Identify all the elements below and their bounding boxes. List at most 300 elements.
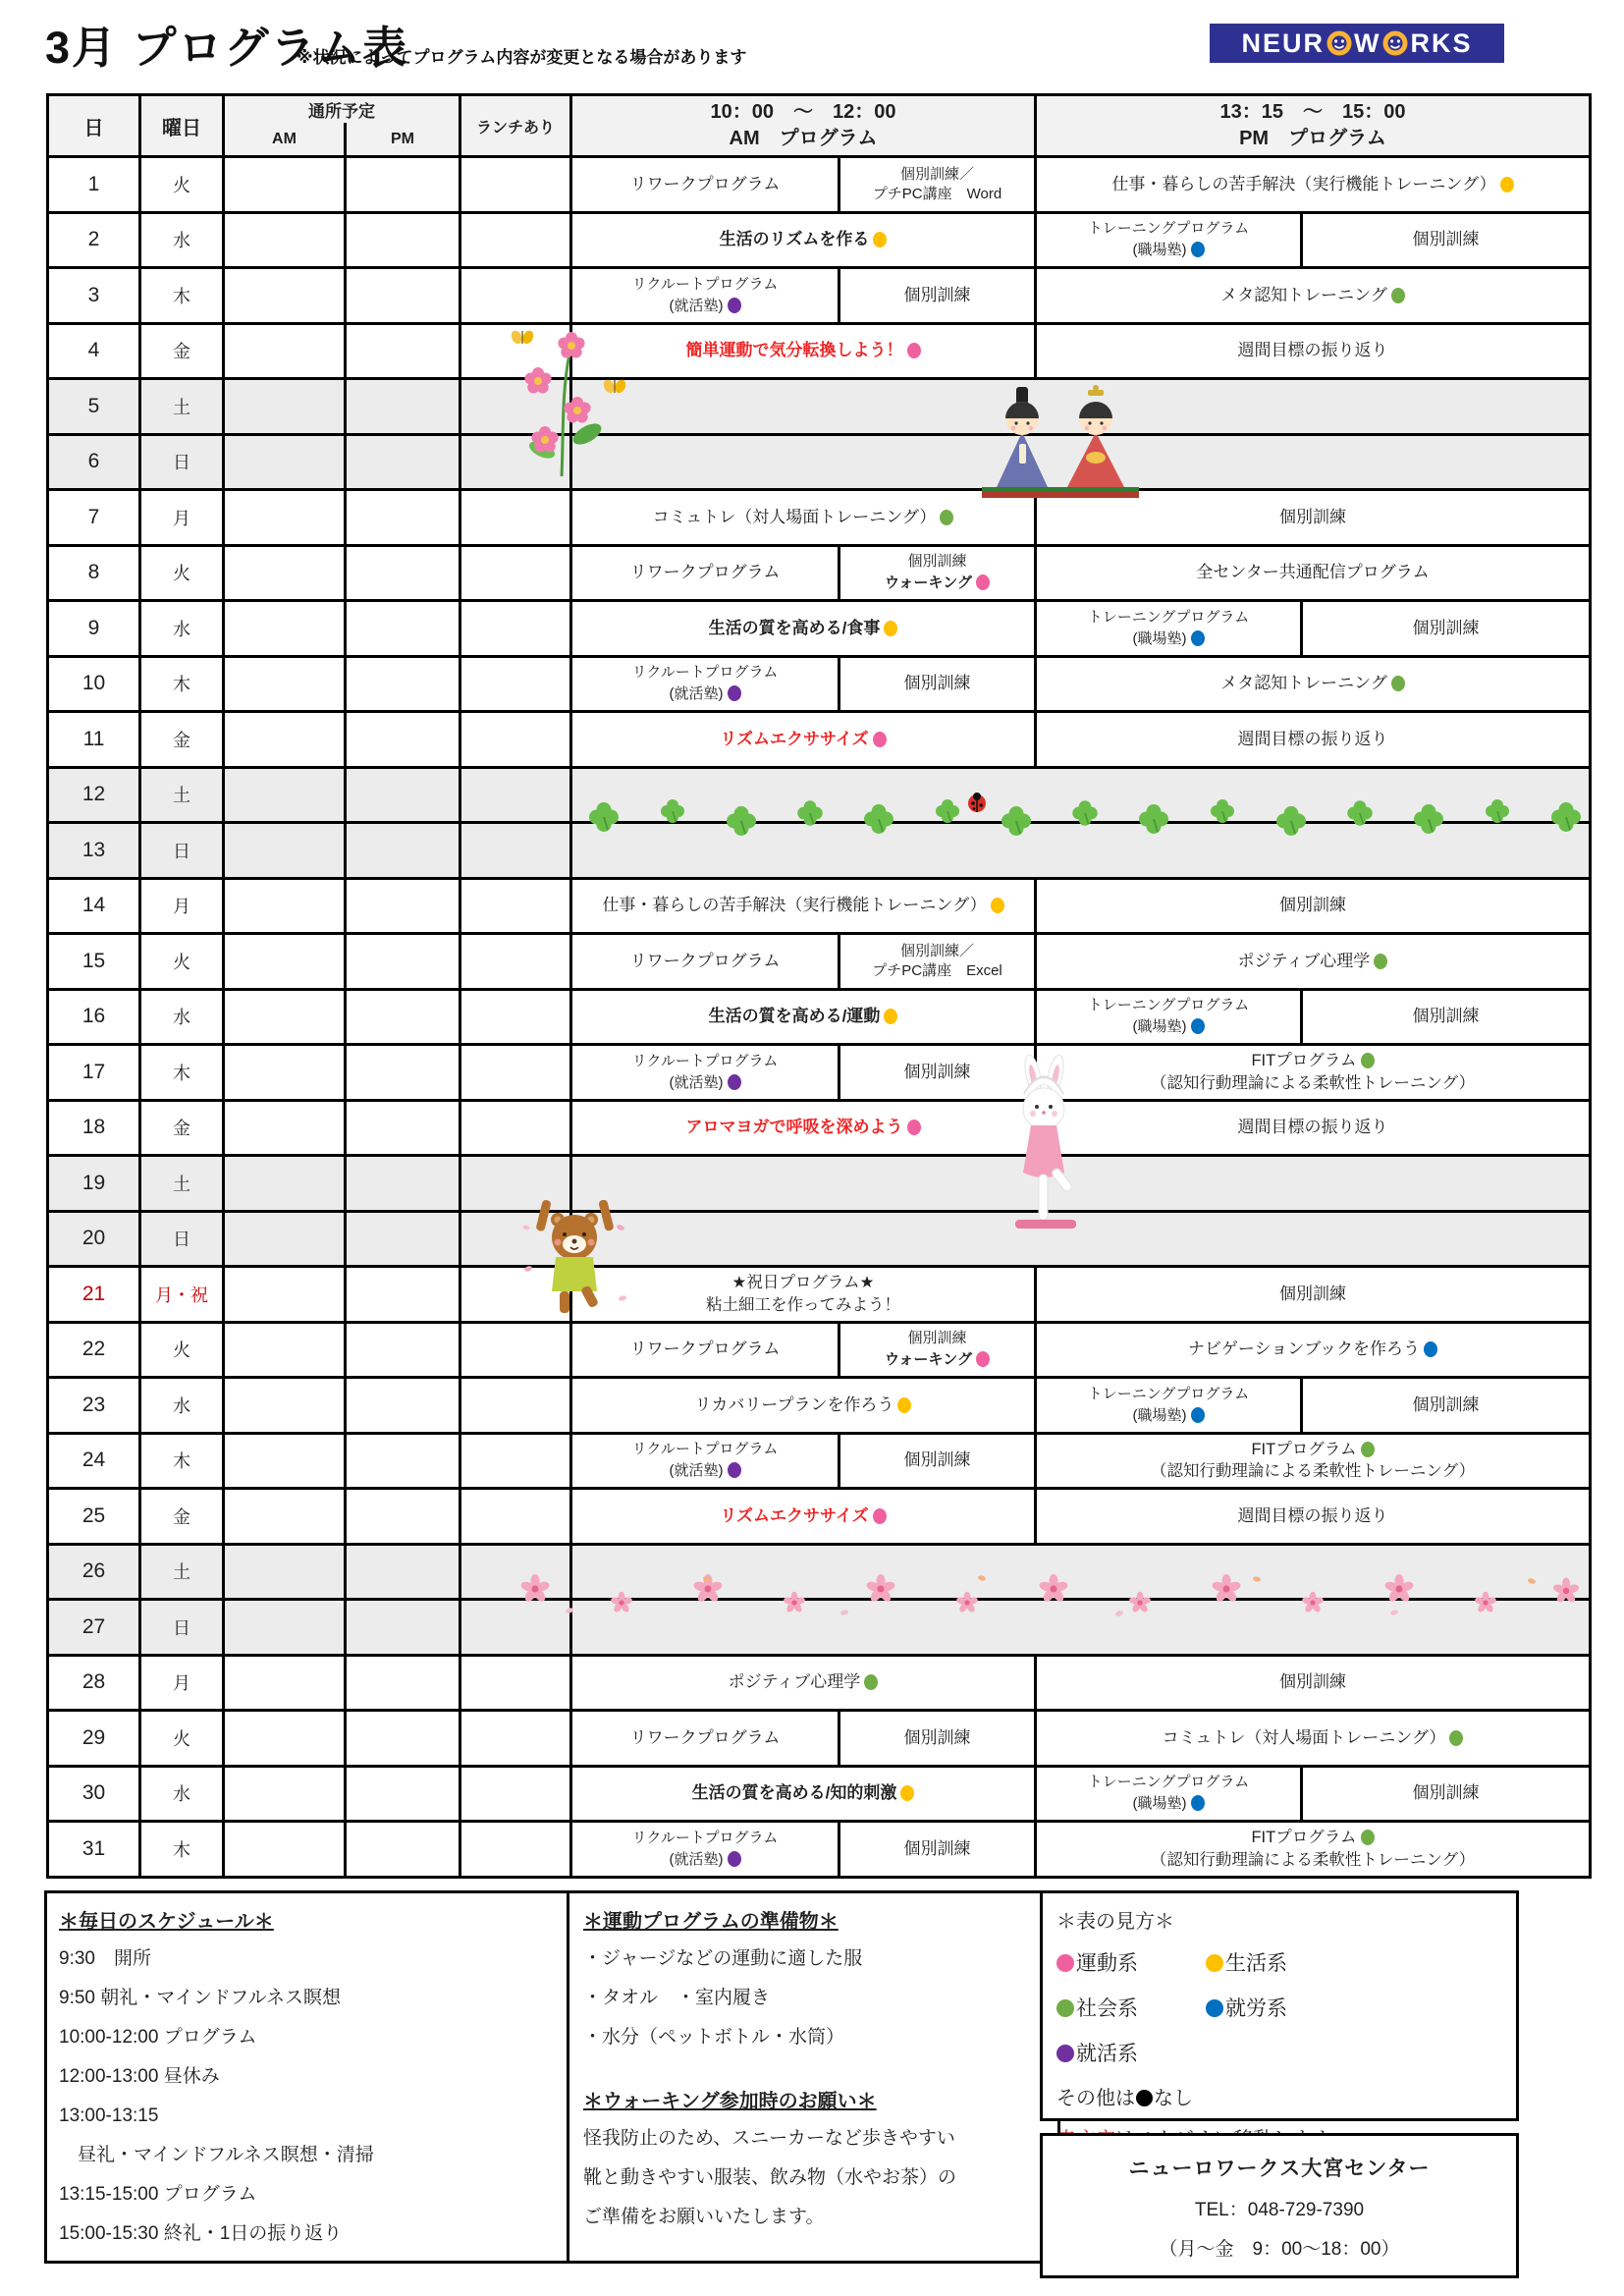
lunch-cell: [461, 1657, 572, 1710]
attendance-am-cell: [225, 1546, 347, 1599]
weekday-cell: 火: [141, 935, 225, 988]
day-cell: 14: [49, 880, 141, 933]
program-category-dot: [897, 1397, 911, 1413]
attendance-am-cell: [225, 1102, 347, 1155]
schedule-row: [49, 1157, 1589, 1213]
schedule-row: [49, 269, 1589, 325]
day-cell: 28: [49, 1657, 141, 1710]
pm-program-cell: [1037, 1102, 1589, 1155]
program-line: 個別訓練: [903, 1727, 971, 1747]
header-attendance-label: 通所予定: [308, 102, 375, 121]
pm-program-cell: [1037, 1768, 1589, 1821]
program-line: リワークプログラム: [629, 1727, 781, 1747]
pink-dot-icon: [1056, 1954, 1074, 1972]
lunch-cell: [461, 1546, 572, 1599]
schedule-row: [49, 769, 1589, 825]
attendance-pm-cell: [347, 491, 461, 544]
program-category-dot: [1361, 1442, 1375, 1457]
program-line: (就活塾): [670, 1071, 741, 1093]
program-line: トレーニングプログラム: [1087, 608, 1250, 626]
table-header-row: [49, 96, 1589, 158]
weekend-program-cell: [572, 1546, 1589, 1599]
program-category-dot: [1191, 1407, 1205, 1423]
contact-box: [1040, 2133, 1519, 2278]
attendance-pm-cell: [347, 158, 461, 211]
schedule-row: [49, 380, 1589, 436]
schedule-row: [49, 1268, 1589, 1324]
attendance-am-cell: [225, 436, 347, 489]
attendance-pm-cell: [347, 1379, 461, 1432]
program-text-block: [572, 1268, 1034, 1321]
day-cell: 9: [49, 602, 141, 655]
walking-request-title: ＊ウォーキング参加時のお願い＊: [583, 2091, 877, 2112]
program-text-block: [1037, 1768, 1300, 1821]
program-line: コミュトレ（対人場面トレーニング）: [1163, 1726, 1464, 1750]
attendance-am-cell: [225, 325, 347, 378]
program-category-dot: [1191, 242, 1205, 257]
am-program-cell: [572, 1657, 1037, 1710]
program-text-block: [1037, 991, 1300, 1044]
weekday-cell: 火: [141, 547, 225, 600]
weekday-cell: 金: [141, 1102, 225, 1155]
weekend-program-cell: [572, 1601, 1589, 1654]
text-line: ご準備をお願いいたします。: [583, 2207, 825, 2227]
weekday-cell: 木: [141, 1435, 225, 1488]
attendance-pm-cell: [347, 214, 461, 267]
lunch-cell: [461, 491, 572, 544]
program-category-dot: [884, 621, 897, 636]
program-text-block: [838, 547, 1034, 600]
schedule-row: [49, 1823, 1589, 1876]
attendance-pm-cell: [347, 1268, 461, 1321]
day-cell: 27: [49, 1601, 141, 1654]
program-text-block: [1300, 991, 1589, 1044]
program-text-block: [572, 325, 1034, 378]
program-text-block: [1037, 1324, 1589, 1377]
program-text-block: [838, 658, 1034, 711]
attendance-am-cell: [225, 1601, 347, 1654]
schedule-row: [49, 1712, 1589, 1768]
schedule-row: [49, 436, 1589, 492]
day-cell: 1: [49, 158, 141, 211]
program-line: (職場塾): [1133, 1015, 1205, 1037]
schedule-row: [49, 1768, 1589, 1824]
attendance-am-cell: [225, 1268, 347, 1321]
text-line: 10:00-12:00 プログラム: [59, 2027, 257, 2048]
program-text-block: [1037, 1823, 1589, 1876]
attendance-am-cell: [225, 214, 347, 267]
day-cell: 13: [49, 824, 141, 877]
program-line: 生活の質を高める/知的刺激: [692, 1781, 915, 1805]
schedule-row: [49, 991, 1589, 1047]
black-dot-icon: [1136, 2090, 1153, 2106]
program-category-dot: [1500, 177, 1514, 192]
weekday-cell: 金: [141, 325, 225, 378]
program-category-dot: [728, 1462, 741, 1478]
program-text-block: [838, 158, 1034, 211]
pm-program-cell: [1037, 880, 1589, 933]
legend-items: [1056, 1941, 1502, 2077]
program-category-dot: [873, 232, 887, 247]
attendance-pm-cell: [347, 1102, 461, 1155]
text-line: ・水分（ペットボトル・水筒）: [583, 2027, 845, 2048]
weekday-cell: 木: [141, 1046, 225, 1099]
text-line: 15:00-15:30 終礼・1日の振り返り: [59, 2223, 343, 2244]
program-line: 個別訓練: [1412, 1783, 1480, 1803]
am-program-cell: [572, 1435, 1037, 1488]
am-program-cell: [572, 547, 1037, 600]
lunch-cell: [461, 880, 572, 933]
lunch-cell: [461, 1435, 572, 1488]
lunch-cell: [461, 1213, 572, 1266]
program-text-block: [1037, 1490, 1589, 1543]
lunch-cell: [461, 1046, 572, 1099]
am-program-cell: [572, 991, 1037, 1044]
day-cell: 6: [49, 436, 141, 489]
am-time-range: 10：00 ～ 12：00: [710, 101, 896, 123]
day-cell: 20: [49, 1213, 141, 1266]
program-text-block: [1300, 214, 1589, 267]
program-text-block: [572, 658, 838, 711]
text-line: ・タオル ・室内履き: [583, 1988, 771, 2008]
program-text-block: [1037, 158, 1589, 211]
program-line: メタ認知トレーニング: [1220, 284, 1405, 307]
schedule-row: [49, 547, 1589, 603]
am-program-cell: [572, 1268, 1037, 1321]
weekday-cell: 金: [141, 1490, 225, 1543]
program-text-block: [1037, 325, 1589, 378]
legend-box: [1040, 1890, 1519, 2121]
program-line: 個別訓練: [1279, 507, 1346, 526]
attendance-am-cell: [225, 1823, 347, 1876]
weekday-cell: 水: [141, 1379, 225, 1432]
attendance-am-cell: [225, 1046, 347, 1099]
program-text-block: [838, 1435, 1034, 1488]
weekday-cell: 木: [141, 658, 225, 711]
program-category-dot: [1391, 676, 1405, 691]
schedule-row: [49, 658, 1589, 714]
program-line: ポジティブ心理学: [1238, 950, 1388, 973]
am-program-cell: [572, 935, 1037, 988]
program-line: トレーニングプログラム: [1087, 997, 1250, 1013]
text-line: 13:00-13:15: [59, 2105, 159, 2126]
attendance-pm-cell: [347, 1490, 461, 1543]
center-tel: TEL：048-729-7390: [1194, 2200, 1365, 2220]
pm-program-cell: [1037, 935, 1589, 988]
program-text-block: [572, 935, 838, 988]
program-line: (職場塾): [1133, 1404, 1205, 1426]
program-text-block: [572, 269, 838, 322]
program-line: リクルートプログラム: [631, 275, 779, 293]
program-text-block: [572, 547, 838, 600]
am-program-cell: [572, 658, 1037, 711]
program-text-block: [572, 214, 1034, 267]
program-line: 週間目標の振り返り: [1237, 1505, 1388, 1525]
attendance-pm-cell: [347, 1046, 461, 1099]
day-cell: 12: [49, 769, 141, 822]
program-line: （認知行動理論による柔軟性トレーニング）: [1150, 1462, 1476, 1481]
program-text-block: [1300, 1379, 1589, 1432]
program-text-block: [1037, 547, 1589, 600]
legend-other-note: その他は なし: [1056, 2088, 1193, 2109]
daily-schedule-box: [44, 1890, 569, 2264]
attendance-pm-cell: [347, 991, 461, 1044]
lunch-cell: [461, 991, 572, 1044]
program-text-block: [572, 491, 1034, 544]
program-text-block: [572, 602, 1034, 655]
smiley-o-icon: [1382, 30, 1408, 56]
text-line: 9:50 朝礼・マインドフルネス瞑想: [59, 1988, 341, 2008]
lunch-cell: [461, 1379, 572, 1432]
weekend-program-cell: [572, 769, 1589, 822]
weekday-cell: 日: [141, 1213, 225, 1266]
pm-program-cell: [1037, 547, 1589, 600]
attendance-am-cell: [225, 1157, 347, 1210]
am-program-cell: [572, 1712, 1037, 1765]
program-line: 個別訓練／: [899, 942, 974, 959]
attendance-am-cell: [225, 380, 347, 433]
schedule-row: [49, 602, 1589, 658]
program-category-dot: [1391, 288, 1405, 303]
program-line: (就活塾): [670, 1848, 741, 1870]
neuroworks-logo: [1210, 24, 1504, 63]
program-text-block: [1037, 1046, 1589, 1099]
legend-item: 生活系: [1206, 1941, 1355, 1987]
program-line: (就活塾): [670, 1459, 741, 1481]
lunch-cell: [461, 1490, 572, 1543]
program-line: リクルートプログラム: [631, 1441, 779, 1457]
program-category-dot: [1191, 1018, 1205, 1034]
program-line: 週間目標の振り返り: [1237, 729, 1388, 748]
header-lunch: ランチあり: [461, 96, 572, 155]
program-text-block: [1037, 491, 1589, 544]
attendance-pm-cell: [347, 1768, 461, 1821]
attendance-am-cell: [225, 880, 347, 933]
program-line: 個別訓練: [1279, 896, 1346, 915]
weekend-program-cell: [572, 1157, 1589, 1210]
program-line: ポジティブ心理学: [729, 1670, 879, 1694]
program-category-dot: [976, 1351, 990, 1367]
program-line: リズムエクササイズ: [720, 728, 886, 751]
program-line: 個別訓練: [903, 285, 971, 304]
program-line: ウォーキング: [885, 572, 990, 593]
am-program-cell: [572, 713, 1037, 766]
weekend-program-cell: [572, 436, 1589, 489]
attendance-pm-cell: [347, 1435, 461, 1488]
program-text-block: [1037, 269, 1589, 322]
attendance-am-cell: [225, 1490, 347, 1543]
weekday-cell: 木: [141, 1823, 225, 1876]
lunch-cell: [461, 436, 572, 489]
day-cell: 18: [49, 1102, 141, 1155]
am-program-cell: [572, 1046, 1037, 1099]
weekday-cell: 土: [141, 1157, 225, 1210]
weekday-cell: 水: [141, 1768, 225, 1821]
weekday-cell: 月: [141, 1657, 225, 1710]
weekend-program-cell: [572, 380, 1589, 433]
program-line: 個別訓練: [1412, 1394, 1480, 1414]
program-text-block: [1037, 1435, 1589, 1488]
program-text-block: [1037, 1657, 1589, 1710]
program-line: 個別訓練: [903, 1062, 971, 1081]
program-category-dot: [728, 1851, 741, 1867]
attendance-pm-cell: [347, 547, 461, 600]
day-cell: 11: [49, 713, 141, 766]
attendance-pm-cell: [347, 935, 461, 988]
program-line: ウォーキング: [885, 1348, 990, 1370]
program-category-dot: [873, 732, 887, 747]
day-cell: 5: [49, 380, 141, 433]
program-line: 個別訓練: [903, 1838, 971, 1858]
blue-dot-icon: [1206, 1999, 1223, 2017]
weekday-cell: 火: [141, 1324, 225, 1377]
lunch-cell: [461, 158, 572, 211]
program-category-dot: [1191, 630, 1205, 646]
program-line: 全センター共通配信プログラム: [1196, 563, 1430, 582]
program-category-dot: [991, 898, 1004, 913]
attendance-pm-cell: [347, 824, 461, 877]
program-text-block: [572, 1435, 838, 1488]
program-text-block: [838, 1823, 1034, 1876]
schedule-row: [49, 1102, 1589, 1158]
attendance-pm-cell: [347, 1823, 461, 1876]
attendance-pm-cell: [347, 1546, 461, 1599]
program-category-dot: [1424, 1341, 1437, 1357]
day-cell: 4: [49, 325, 141, 378]
attendance-pm-cell: [347, 325, 461, 378]
day-cell: 21: [49, 1268, 141, 1321]
attendance-am-cell: [225, 1379, 347, 1432]
attendance-am-cell: [225, 1435, 347, 1488]
program-line: リワークプログラム: [629, 563, 781, 582]
program-line: 個別訓練: [1412, 1007, 1480, 1026]
lunch-cell: [461, 1768, 572, 1821]
attendance-am-cell: [225, 769, 347, 822]
pm-program-cell: [1037, 1490, 1589, 1543]
attendance-am-cell: [225, 824, 347, 877]
attendance-pm-cell: [347, 602, 461, 655]
pm-program-cell: [1037, 1268, 1589, 1321]
logo-text: W: [1354, 27, 1381, 58]
program-text-block: [1037, 1268, 1589, 1321]
program-line: 個別訓練／: [899, 165, 974, 183]
program-line: 週間目標の振り返り: [1237, 1118, 1388, 1137]
weekday-cell: 水: [141, 214, 225, 267]
pm-program-cell: [1037, 491, 1589, 544]
day-cell: 24: [49, 1435, 141, 1488]
weekday-cell: 火: [141, 1712, 225, 1765]
daily-schedule-title: ＊毎日のスケジュール＊: [59, 1911, 274, 1933]
program-text-block: [838, 269, 1034, 322]
pm-program-cell: [1037, 1712, 1589, 1765]
program-line: （認知行動理論による柔軟性トレーニング）: [1150, 1850, 1476, 1869]
day-cell: 19: [49, 1157, 141, 1210]
attendance-am-cell: [225, 1657, 347, 1710]
schedule-row: [49, 325, 1589, 381]
program-line: リズムエクササイズ: [720, 1504, 886, 1528]
program-line: FITプログラム: [1251, 1050, 1374, 1071]
schedule-row: [49, 214, 1589, 270]
program-text-block: [838, 1712, 1034, 1765]
pm-program-cell: [1037, 1435, 1589, 1488]
schedule-row: [49, 1601, 1589, 1657]
program-line: (職場塾): [1133, 1792, 1205, 1814]
attendance-pm-cell: [347, 1213, 461, 1266]
weekday-cell: 月・祝: [141, 1268, 225, 1321]
lunch-cell: [461, 769, 572, 822]
program-category-dot: [1361, 1053, 1375, 1068]
legend-item: 就労系: [1206, 1987, 1355, 2032]
attendance-pm-cell: [347, 1324, 461, 1377]
program-line: ★祝日プログラム★: [731, 1274, 875, 1292]
lunch-cell: [461, 325, 572, 378]
attendance-pm-cell: [347, 436, 461, 489]
exercise-prep-box: [567, 1890, 1060, 2264]
attendance-am-cell: [225, 935, 347, 988]
day-cell: 23: [49, 1379, 141, 1432]
weekday-cell: 月: [141, 491, 225, 544]
legend-item: 運動系: [1056, 1941, 1206, 1987]
day-cell: 30: [49, 1768, 141, 1821]
change-notice: ※状況によってプログラム内容が変更となる場合があります: [297, 48, 747, 67]
pm-program-cell: [1037, 1823, 1589, 1876]
purple-dot-icon: [1056, 2045, 1074, 2062]
am-program-cell: [572, 1102, 1037, 1155]
attendance-am-cell: [225, 1768, 347, 1821]
program-line: 週間目標の振り返り: [1237, 341, 1388, 360]
lunch-cell: [461, 1601, 572, 1654]
weekday-cell: 水: [141, 602, 225, 655]
program-line: (職場塾): [1133, 628, 1205, 649]
program-text-block: [1037, 214, 1300, 267]
program-text-block: [572, 713, 1034, 766]
program-line: トレーニングプログラム: [1087, 1385, 1250, 1402]
program-line: リクルートプログラム: [631, 1829, 779, 1846]
weekend-program-cell: [572, 1213, 1589, 1266]
program-text-block: [572, 1657, 1034, 1710]
program-line: FITプログラム: [1251, 1827, 1374, 1848]
attendance-am-cell: [225, 602, 347, 655]
lunch-cell: [461, 658, 572, 711]
header-am-program: [572, 96, 1037, 155]
program-text-block: [572, 1768, 1034, 1821]
program-category-dot: [884, 1009, 897, 1024]
attendance-am-cell: [225, 547, 347, 600]
lunch-cell: [461, 269, 572, 322]
schedule-row: [49, 880, 1589, 936]
walking-request-lines: [583, 2119, 1044, 2237]
exercise-prep-title: ＊運動プログラムの準備物＊: [583, 1911, 839, 1933]
am-program-cell: [572, 1379, 1037, 1432]
attendance-am-cell: [225, 1712, 347, 1765]
lunch-cell: [461, 713, 572, 766]
lunch-cell: [461, 1102, 572, 1155]
text-line: 13:15-15:00 プログラム: [59, 2184, 257, 2205]
am-program-cell: [572, 1324, 1037, 1377]
attendance-pm-cell: [347, 1657, 461, 1710]
program-line: リワークプログラム: [629, 174, 781, 193]
attendance-pm-cell: [347, 1157, 461, 1210]
program-category-dot: [907, 343, 921, 358]
text-line: ・ジャージなどの運動に適した服: [583, 1948, 863, 1969]
pm-program-cell: [1037, 214, 1589, 267]
weekday-cell: 木: [141, 269, 225, 322]
program-text-block: [1037, 1379, 1300, 1432]
program-category-dot: [1361, 1830, 1375, 1845]
weekday-cell: 月: [141, 880, 225, 933]
am-program-cell: [572, 1768, 1037, 1821]
am-program-cell: [572, 325, 1037, 378]
